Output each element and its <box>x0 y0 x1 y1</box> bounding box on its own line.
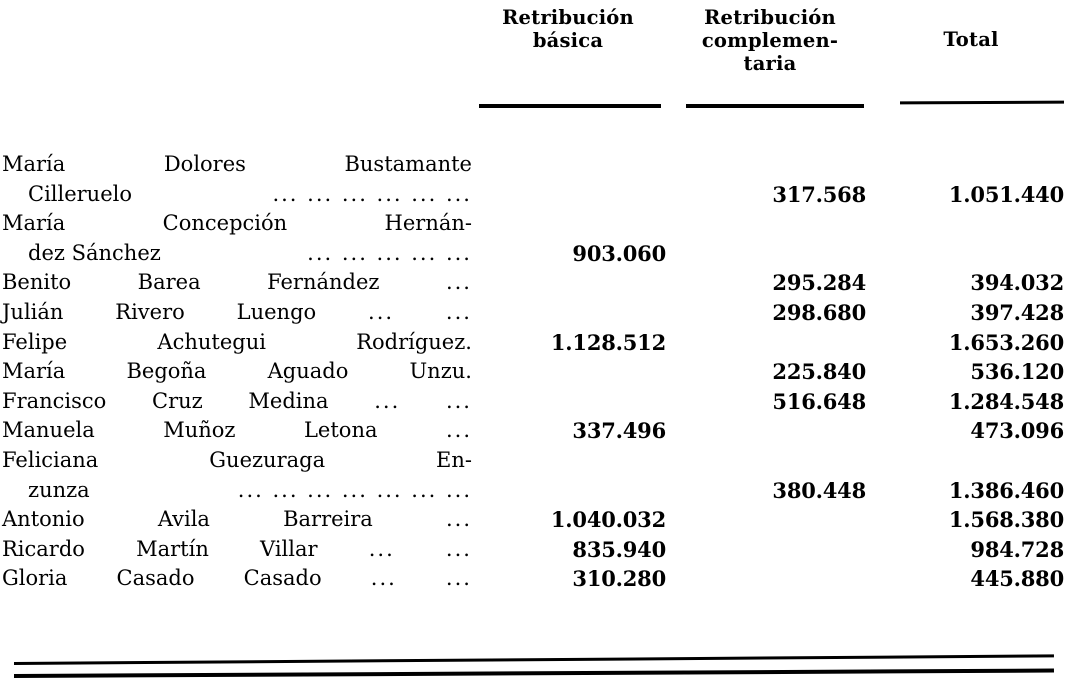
name-word: Achutegui <box>157 329 266 354</box>
table-row-continuation <box>0 476 1066 506</box>
name-word: Casado <box>116 566 195 591</box>
employee-name-continuation <box>28 476 472 506</box>
table-row <box>0 268 1066 298</box>
name-word: En- <box>436 447 472 472</box>
name-word: Barreira <box>283 507 373 532</box>
name-word: Casado <box>243 566 322 591</box>
name-word: Ricardo <box>2 536 85 561</box>
employee-name <box>2 387 472 417</box>
cell-total: 473.096 <box>970 418 1064 444</box>
name-word: Felipe <box>2 329 68 354</box>
header-rule-total <box>900 101 1064 105</box>
name-word: Julián <box>2 299 64 324</box>
footer-double-rule <box>0 638 1066 678</box>
column-header-compl-line3: taria <box>743 52 797 75</box>
name-word: Cilleruelo <box>28 181 132 206</box>
employee-name <box>2 564 472 594</box>
cell-retribucion-complementaria: 295.284 <box>772 270 866 296</box>
cell-total: 1.051.440 <box>948 181 1064 207</box>
name-word: Feliciana <box>2 447 99 472</box>
cell-total: 1.568.380 <box>948 507 1064 533</box>
leader-dots: ... <box>445 388 472 413</box>
name-word: María <box>2 359 66 384</box>
leader-dots: ... ... ... ... ... ... ... <box>237 477 472 502</box>
name-word: Dolores <box>163 152 246 176</box>
header-rule-complementaria <box>686 104 864 108</box>
name-word: Muñoz <box>163 418 236 443</box>
table-row <box>0 416 1066 446</box>
name-word: Rivero <box>115 299 185 324</box>
table-row <box>0 446 1066 476</box>
name-word: Bustamante <box>344 152 472 176</box>
name-word: Cruz <box>152 388 203 413</box>
table-header <box>0 0 1066 118</box>
column-header-basica-line1: Retribución <box>502 6 634 29</box>
table-row <box>0 505 1066 535</box>
leader-dots: ... <box>374 388 401 413</box>
name-word: Martín <box>136 536 209 561</box>
employee-name <box>2 150 472 180</box>
footer-rule-top <box>14 654 1054 665</box>
name-word: María <box>2 152 66 176</box>
name-word: Gloria <box>2 566 68 591</box>
table-row-continuation <box>0 180 1066 210</box>
leader-dots: ... ... ... ... ... ... <box>272 181 472 206</box>
leader-dots: ... <box>445 299 472 324</box>
leader-dots: ... <box>445 270 472 295</box>
employee-name <box>2 505 472 535</box>
name-word: Luengo <box>236 299 317 324</box>
name-word: Letona <box>303 418 378 443</box>
leader-dots: ... <box>368 299 395 324</box>
cell-retribucion-basica: 903.060 <box>572 240 666 266</box>
cell-total: 1.653.260 <box>948 329 1064 355</box>
column-header-retribucion-basica <box>470 6 666 52</box>
cell-total: 536.120 <box>970 359 1064 385</box>
cell-total: 397.428 <box>970 299 1064 325</box>
name-word: Barea <box>137 270 201 295</box>
footer-rule-bottom <box>14 669 1054 678</box>
cell-total: 984.728 <box>970 536 1064 562</box>
name-word: Antonio <box>2 507 85 532</box>
name-word: Francisco <box>2 388 107 413</box>
cell-retribucion-basica: 310.280 <box>572 566 666 592</box>
table-row <box>0 209 1066 239</box>
employee-name <box>2 328 472 358</box>
name-word: Hernán- <box>384 211 472 236</box>
leader-dots: ... <box>445 536 472 561</box>
employee-name <box>2 298 472 328</box>
employee-name <box>2 357 472 387</box>
column-header-basica-line2: básica <box>532 29 604 52</box>
name-word: Medina <box>248 388 329 413</box>
cell-total: 1.284.548 <box>948 388 1064 414</box>
cell-total: 1.386.460 <box>948 477 1064 503</box>
table-row <box>0 298 1066 328</box>
cell-retribucion-basica: 1.128.512 <box>550 329 666 355</box>
column-header-compl-line1: Retribución <box>704 6 836 29</box>
name-word: Guezuraga <box>209 447 326 472</box>
name-word: Begoña <box>126 359 207 384</box>
name-word: Villar <box>260 536 318 561</box>
employee-name <box>2 209 472 239</box>
table-row <box>0 535 1066 565</box>
employee-name-continuation <box>28 239 472 269</box>
column-header-retribucion-complementaria <box>672 6 868 75</box>
table-row <box>0 357 1066 387</box>
employee-name <box>2 446 472 476</box>
employee-name <box>2 535 472 565</box>
cell-retribucion-basica: 835.940 <box>572 536 666 562</box>
employee-name <box>2 416 472 446</box>
name-word: Avila <box>157 507 210 532</box>
cell-retribucion-basica: 337.496 <box>572 418 666 444</box>
employee-name <box>2 268 472 298</box>
column-header-compl-line2: complemen- <box>701 29 839 52</box>
leader-dots: ... <box>370 566 397 591</box>
name-word: zunza <box>28 477 90 502</box>
table-body <box>0 150 1066 594</box>
leader-dots: ... <box>445 507 472 532</box>
name-word: María <box>2 211 66 236</box>
table-row <box>0 564 1066 594</box>
table-row <box>0 150 1066 180</box>
employee-name-continuation <box>28 180 472 210</box>
name-word: Aguado <box>267 359 349 384</box>
name-word: dez Sánchez <box>28 240 161 265</box>
name-word: Rodríguez. <box>356 329 472 354</box>
cell-retribucion-basica: 1.040.032 <box>550 507 666 533</box>
cell-retribucion-complementaria: 298.680 <box>772 299 866 325</box>
name-word: Concepción <box>162 211 288 236</box>
leader-dots: ... <box>445 566 472 591</box>
cell-retribucion-complementaria: 225.840 <box>772 359 866 385</box>
cell-retribucion-complementaria: 317.568 <box>772 181 866 207</box>
table-row <box>0 328 1066 358</box>
name-word: Benito <box>2 270 72 295</box>
cell-total: 445.880 <box>970 566 1064 592</box>
leader-dots: ... <box>445 418 472 443</box>
leader-dots: ... ... ... ... ... <box>307 240 472 265</box>
table-row-continuation <box>0 239 1066 269</box>
name-word: Unzu. <box>409 359 472 384</box>
header-rule-basica <box>479 104 661 108</box>
cell-retribucion-complementaria: 380.448 <box>772 477 866 503</box>
cell-retribucion-complementaria: 516.648 <box>772 388 866 414</box>
column-header-total: Total <box>943 28 999 51</box>
table-row <box>0 387 1066 417</box>
leader-dots: ... <box>368 536 395 561</box>
cell-total: 394.032 <box>970 270 1064 296</box>
name-word: Manuela <box>2 418 95 443</box>
name-word: Fernández <box>267 270 380 295</box>
